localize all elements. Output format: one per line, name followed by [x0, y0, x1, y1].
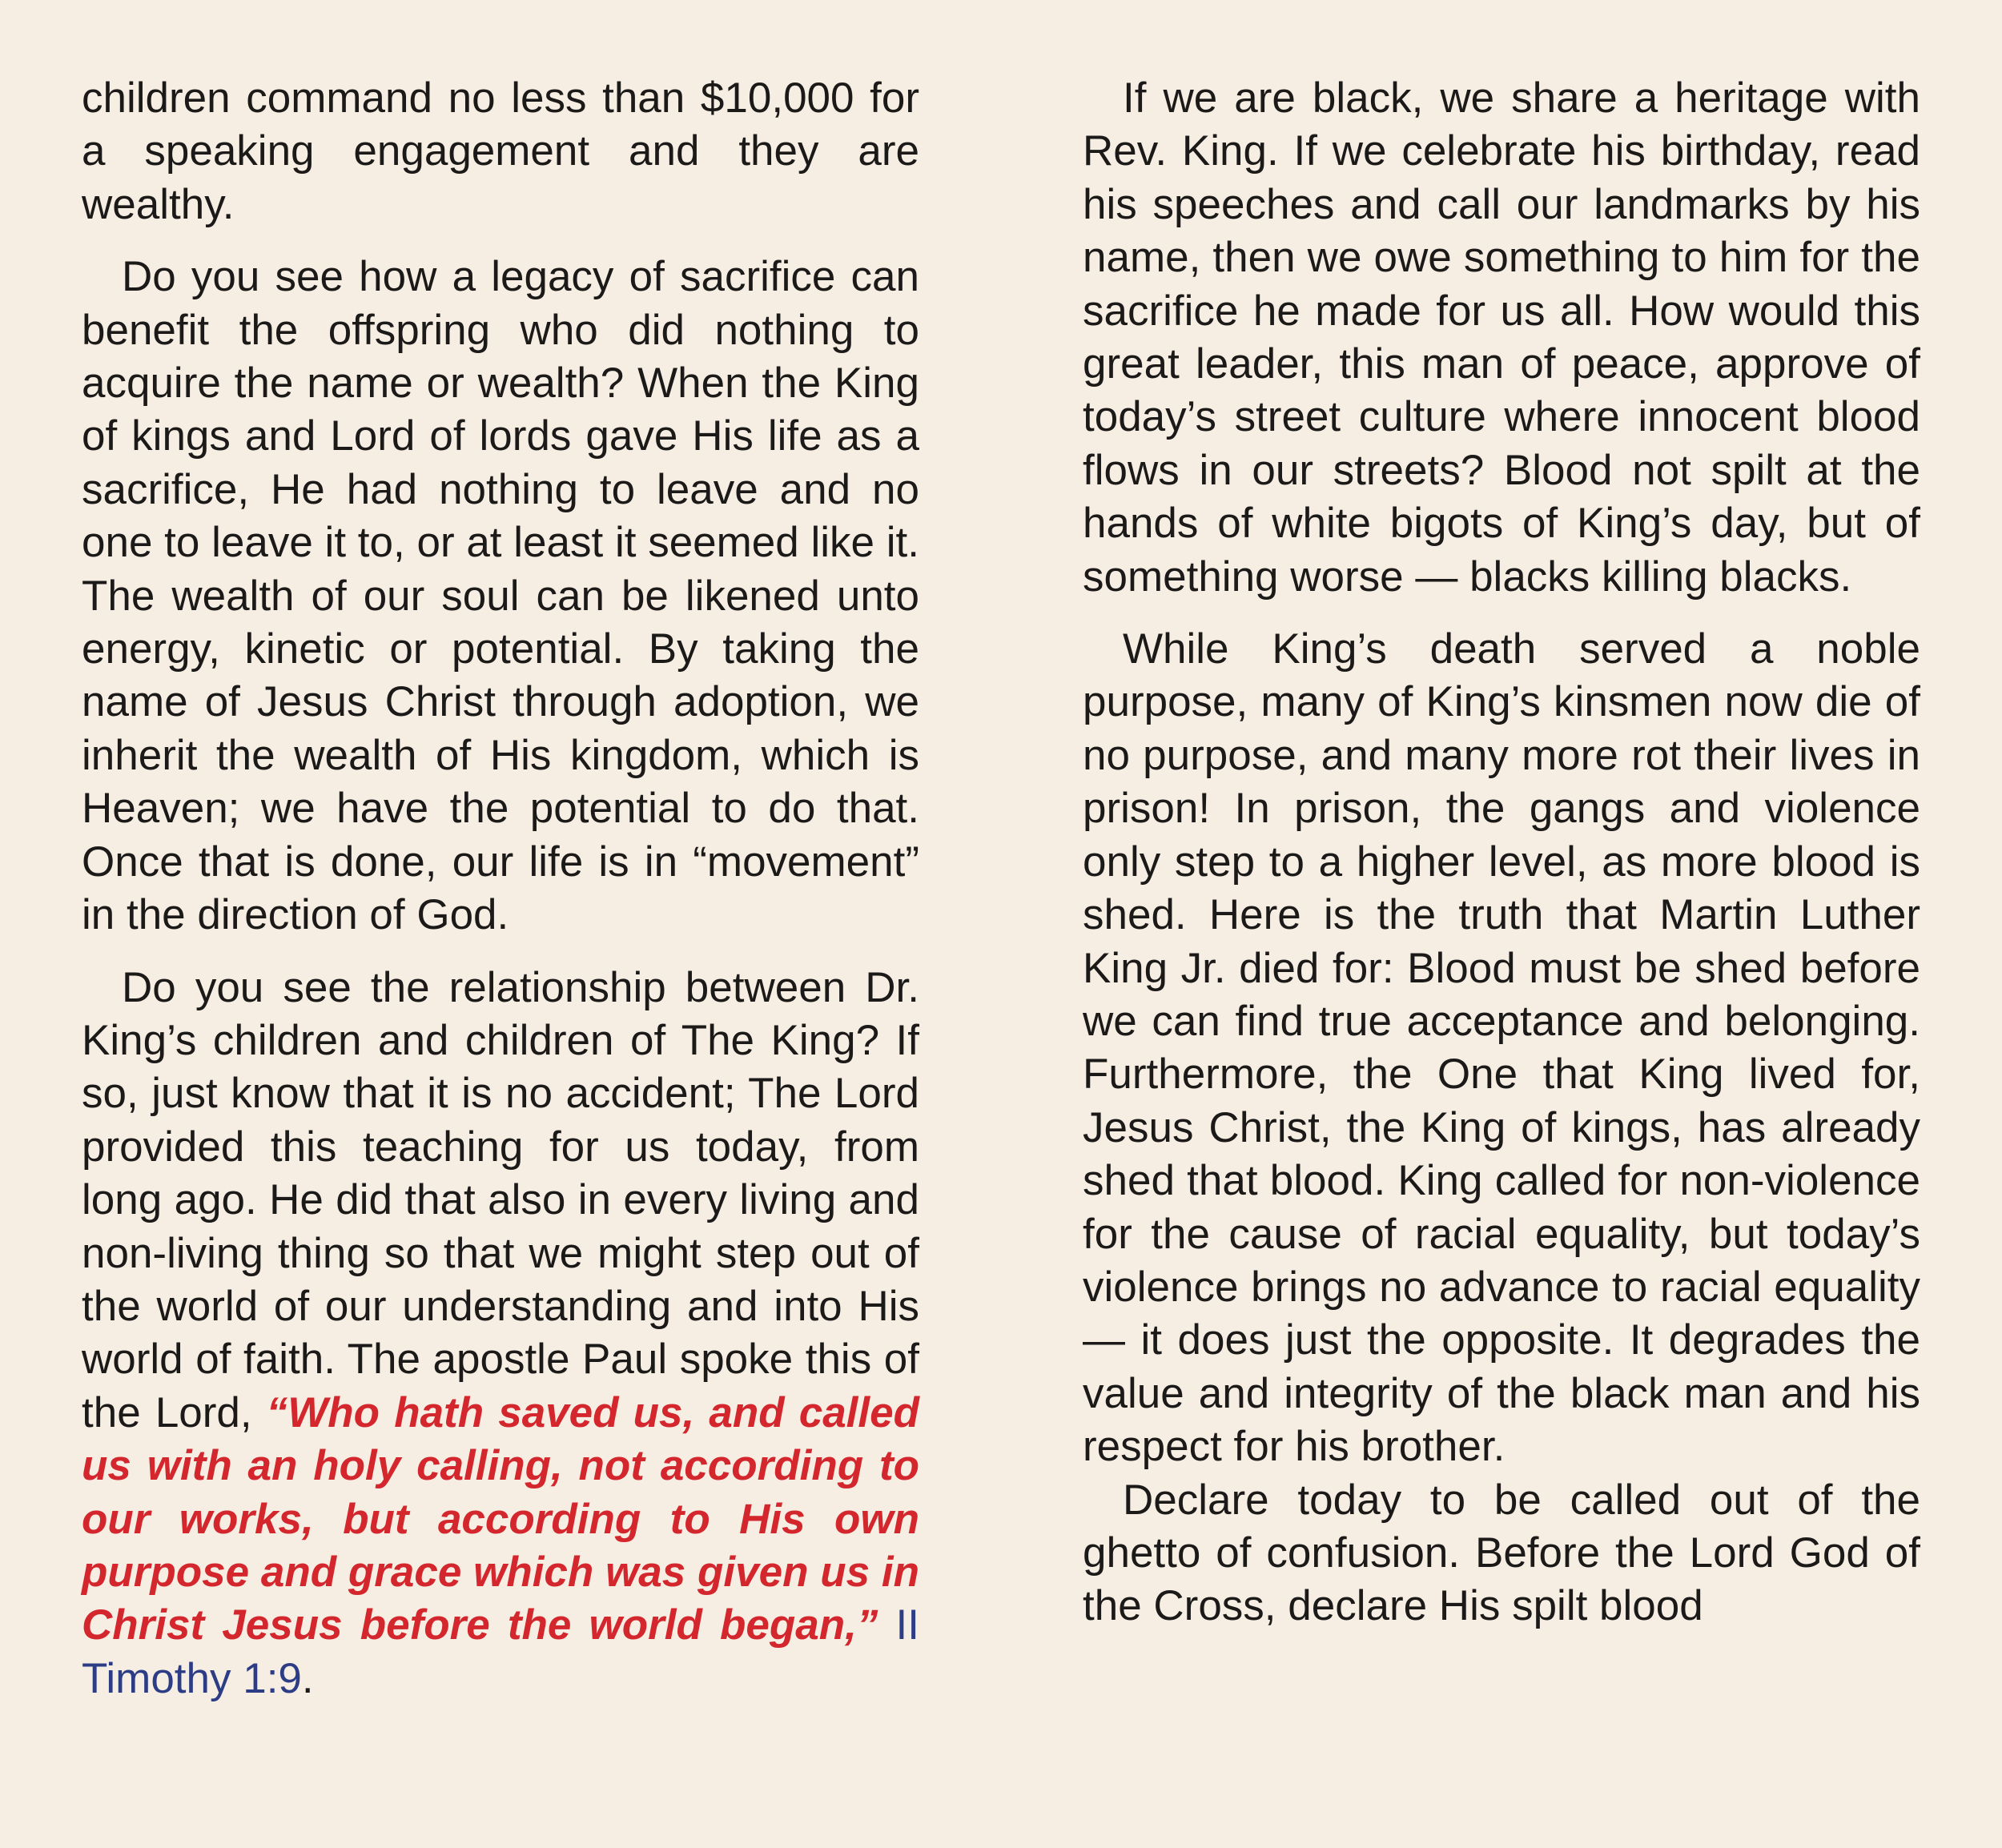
left-column: [82, 72, 919, 1725]
scripture-quote: “Who hath saved us, and called us with an holy calling, not according to our works, but according to His own purpose and grace which was given us in Christ Jesus before the world began,”: [82, 1388, 919, 1649]
left-paragraph-2: Do you see how a legacy of sacrifice can benefit the offspring who did nothing to acquire the name or wealth? When the King of kings and Lord of lords gave His life as a sacrifice, He had nothing to leave and no one to leave it to, or at least it seemed like it. The wealth of our soul can be likened unto energy, kinetic or potential. By taking the name of Jesus Christ through adoption, we inherit the wealth of His kingdom, which is Heaven; we have the potential to do that. Once that is done, our life is in “movement” in the direction of God.: [82, 253, 919, 939]
right-paragraph-2: While King’s death served a noble purpose, many of King’s kinsmen now die of no purpose, and many more rot their lives in prison! In prison, the gangs and violence only step to a higher level, as more blood is shed. Here is the truth that Martin Luther King Jr. died for: Blood must be shed before we can find true acceptance and belonging. Furthermore, the One that King lived for, Jesus Christ, the King of kings, has already shed that blood. King called for non-violence for the cause of racial equality, but today’s violence brings no advance to racial equality — it does just the opposite. It degrades the value and integrity of the black man and his respect for his brother.: [1083, 625, 1920, 1471]
scripture-reference: II Timothy 1:9: [82, 1601, 919, 1702]
left-paragraph-3-text: Do you see the relationship between Dr. King’s children and children of The King? If so, just know that it is no accident; The Lord provided this teaching for us today, from long ago. He did that also in every living and non-living thing so that we might step out of the world of our understanding and into His world of faith. The apostle Paul spoke this of the Lord,: [82, 963, 919, 1436]
right-paragraph-1: If we are black, we share a heritage with Rev. King. If we celebrate his birthday, read his speeches and call our landmarks by his name, then we owe something to him for the sacrifice he made for us all. How would this great leader, this man of peace, approve of today’s street culture where innocent blood flows in our streets? Blood not spilt at the hands of white bigots of King’s day, but of something worse — blacks killing blacks.: [1083, 74, 1920, 601]
left-paragraph-3-end: .: [301, 1654, 314, 1702]
right-paragraph-3: Declare today to be called out of the ghetto of confusion. Before the Lord God of the Cross, declare His spilt blood: [1083, 1476, 1920, 1630]
left-paragraph-3: [82, 962, 919, 1706]
left-paragraph-1: children command no less than $10,000 for a speaking engagement and they are wealthy.: [82, 74, 919, 228]
right-column: [1083, 72, 1920, 1653]
